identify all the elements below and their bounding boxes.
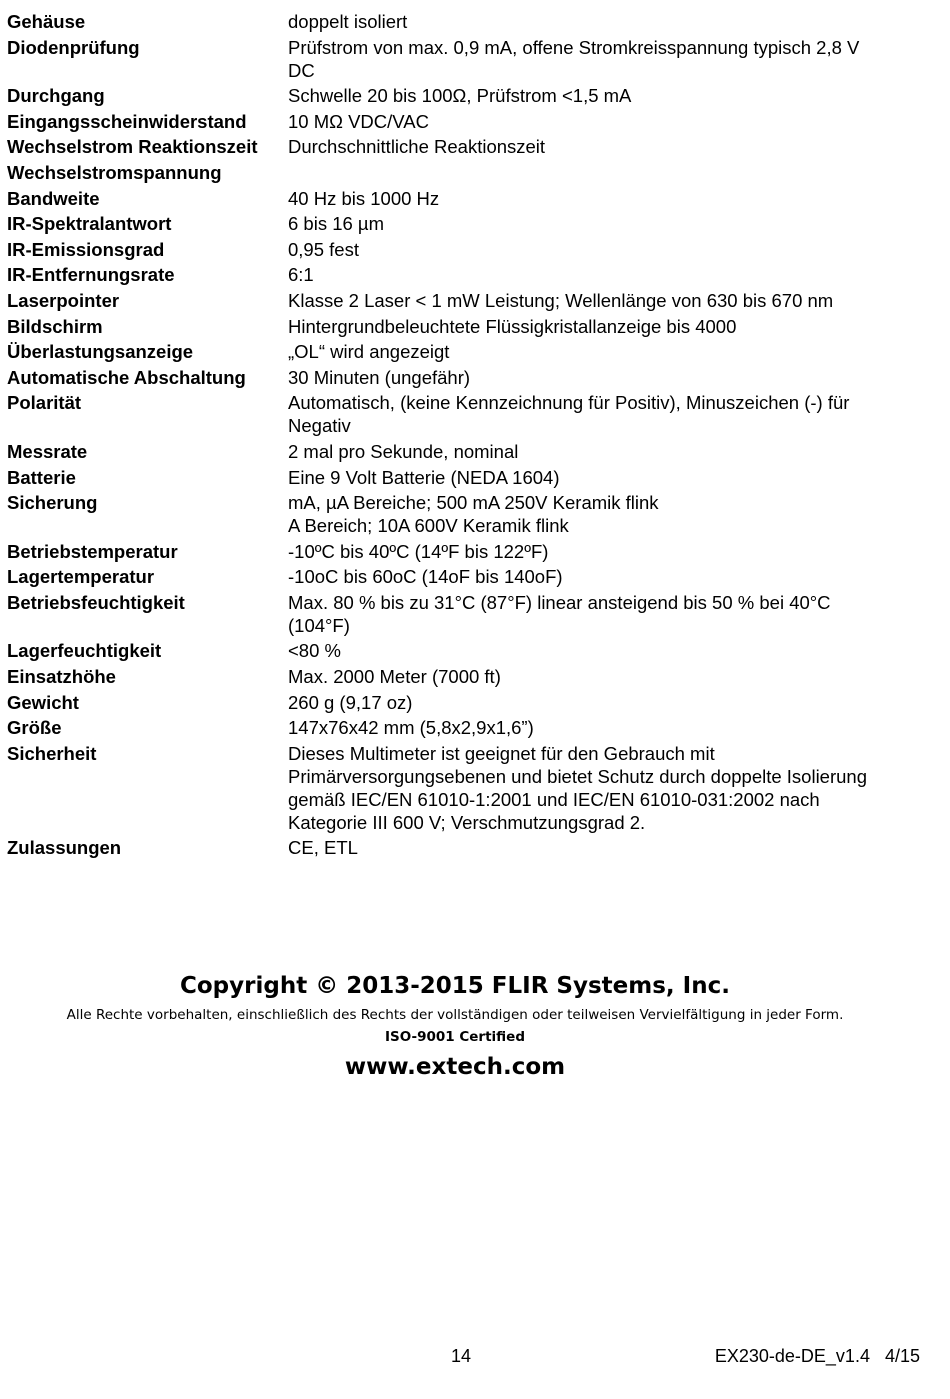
iso-certification: ISO-9001 Certified — [385, 1029, 525, 1045]
spec-row — [7, 691, 927, 714]
spec-label: Messrate — [7, 440, 88, 462]
spec-value-line: 40 Hz bis 1000 Hz — [288, 187, 440, 209]
spec-label: Gehäuse — [7, 11, 86, 32]
spec-value — [288, 639, 927, 662]
spec-value-line: Schwelle 20 bis 100Ω, Prüfstrom <1,5 mA — [288, 85, 632, 107]
copyright-footer — [0, 968, 910, 1086]
spec-row — [7, 665, 927, 688]
spec-label: Wechselstromspannung — [7, 161, 222, 183]
spec-value-line: Max. 2000 Meter (7000 ft) — [288, 666, 501, 688]
spec-label: Sicherung — [7, 492, 98, 514]
spec-value-line: Max. 80 % bis zu 31°C (87°F) linear ansteigend bis 50 % bei 40°C — [288, 591, 831, 613]
spec-label: IR-Emissionsgrad — [7, 238, 165, 260]
spec-label: IR-Entfernungsrate — [7, 264, 175, 286]
spec-row — [7, 84, 927, 107]
spec-value — [288, 366, 927, 389]
spec-value — [288, 263, 927, 286]
spec-value — [288, 491, 927, 537]
spec-value-line: Dieses Multimeter ist geeignet für den Gebrauch mit — [288, 742, 715, 764]
spec-label: Bildschirm — [7, 315, 103, 337]
spec-row — [7, 565, 927, 588]
spec-value-line: Hintergrundbeleuchtete Flüssigkristallanzeige bis 4000 — [288, 315, 737, 337]
spec-row — [7, 36, 927, 82]
spec-label: Durchgang — [7, 85, 105, 107]
specifications-table — [7, 10, 927, 862]
spec-value-line: Eine 9 Volt Batterie (NEDA 1604) — [288, 466, 560, 488]
spec-label: IR-Spektralantwort — [7, 213, 172, 235]
spec-label: Lagertemperatur — [7, 566, 155, 588]
spec-label: Betriebstemperatur — [7, 540, 178, 562]
spec-value — [288, 742, 927, 834]
spec-value-line: 0,95 fest — [288, 238, 359, 260]
spec-row — [7, 836, 927, 859]
spec-value-line: -10ºC bis 40ºC (14ºF bis 122ºF) — [288, 540, 549, 562]
spec-row — [7, 212, 927, 235]
spec-row — [7, 187, 927, 210]
spec-label: Wechselstrom Reaktionszeit — [7, 136, 258, 158]
spec-label: Überlastungsanzeige — [7, 341, 194, 363]
spec-value — [288, 10, 927, 33]
spec-value — [288, 691, 927, 714]
spec-value — [288, 289, 927, 312]
spec-value-line: Kategorie III 600 V; Verschmutzungsgrad 2. — [288, 811, 646, 833]
spec-value — [288, 466, 927, 489]
spec-label: Zulassungen — [7, 837, 122, 859]
spec-label: Laserpointer — [7, 289, 120, 311]
spec-value-line: 147x76x42 mm (5,8x2,9x1,6”) — [288, 717, 534, 739]
spec-value — [288, 340, 927, 363]
spec-label: Größe — [7, 717, 62, 739]
spec-value-line: 6:1 — [288, 264, 314, 286]
rights-reserved-text: Alle Rechte vorbehalten, einschließlich des Rechts der vollständigen oder teilweisen Vervielfältigung in jeder Form. — [66, 1007, 844, 1023]
spec-row — [7, 742, 927, 834]
spec-label: Automatische Abschaltung — [7, 366, 246, 388]
spec-label: Sicherheit — [7, 742, 97, 764]
spec-row — [7, 591, 927, 637]
spec-value — [288, 440, 927, 463]
document-id: EX230-de-DE_v1.4 4/15 — [714, 1346, 920, 1366]
spec-value-line — [288, 161, 927, 184]
spec-value — [288, 836, 927, 859]
spec-value — [288, 716, 927, 739]
spec-row — [7, 440, 927, 463]
spec-value-line: Klasse 2 Laser < 1 mW Leistung; Wellenlänge von 630 bis 670 nm — [288, 289, 834, 311]
spec-value-line: Automatisch, (keine Kennzeichnung für Positiv), Minuszeichen (-) für — [288, 392, 850, 414]
spec-value-line: Prüfstrom von max. 0,9 mA, offene Stromkreisspannung typisch 2,8 V — [288, 36, 860, 58]
spec-value-line: doppelt isoliert — [288, 11, 408, 32]
spec-label: Eingangsscheinwiderstand — [7, 110, 247, 132]
spec-value-line: CE, ETL — [288, 837, 358, 859]
spec-row — [7, 315, 927, 338]
spec-value-line: (104°F) — [288, 614, 350, 636]
spec-label: Bandweite — [7, 187, 100, 209]
spec-value — [288, 161, 927, 184]
spec-row — [7, 10, 927, 33]
spec-row — [7, 263, 927, 286]
spec-value — [288, 315, 927, 338]
spec-label: Einsatzhöhe — [7, 666, 116, 688]
spec-label: Betriebsfeuchtigkeit — [7, 591, 185, 613]
spec-row — [7, 639, 927, 662]
spec-label: Lagerfeuchtigkeit — [7, 640, 162, 662]
spec-row — [7, 491, 927, 537]
spec-value-line: -10oC bis 60oC (14oF bis 140oF) — [288, 566, 563, 588]
spec-label: Polarität — [7, 392, 82, 414]
spec-row — [7, 135, 927, 158]
spec-value-line: A Bereich; 10A 600V Keramik flink — [288, 515, 569, 537]
spec-value-line: 30 Minuten (ungefähr) — [288, 366, 471, 388]
spec-value-line: 2 mal pro Sekunde, nominal — [288, 440, 519, 462]
spec-value-line: 10 MΩ VDC/VAC — [288, 110, 429, 132]
spec-label: Gewicht — [7, 691, 79, 713]
spec-value — [288, 591, 927, 637]
spec-row — [7, 466, 927, 489]
spec-value-line: DC — [288, 59, 315, 81]
spec-row — [7, 540, 927, 563]
spec-row — [7, 391, 927, 437]
spec-value — [288, 212, 927, 235]
page-number: 14 — [451, 1346, 472, 1366]
website-url: www.extech.com — [344, 1054, 566, 1080]
spec-row — [7, 340, 927, 363]
spec-value-line: mA, µA Bereiche; 500 mA 250V Keramik flink — [288, 492, 659, 514]
spec-value — [288, 84, 927, 107]
spec-value-line: gemäß IEC/EN 61010-1:2001 und IEC/EN 61010-031:2002 nach — [288, 788, 820, 810]
spec-row — [7, 238, 927, 261]
spec-value-line: Durchschnittliche Reaktionszeit — [288, 136, 546, 158]
spec-value-line: 6 bis 16 µm — [288, 213, 385, 235]
copyright-notice: Copyright © 2013-2015 FLIR Systems, Inc. — [180, 973, 730, 999]
spec-value — [288, 238, 927, 261]
spec-row — [7, 110, 927, 133]
spec-value — [288, 665, 927, 688]
spec-row — [7, 716, 927, 739]
spec-value-line: <80 % — [288, 640, 341, 662]
spec-value — [288, 110, 927, 133]
spec-value-line: Negativ — [288, 415, 351, 437]
spec-value — [288, 391, 927, 437]
spec-row — [7, 366, 927, 389]
spec-value-line: „OL“ wird angezeigt — [288, 341, 450, 363]
spec-value-line: Primärversorgungsebenen und bietet Schutz durch doppelte Isolierung — [288, 765, 868, 787]
spec-value — [288, 187, 927, 210]
spec-value — [288, 135, 927, 158]
spec-row — [7, 289, 927, 312]
spec-value-line: 260 g (9,17 oz) — [288, 691, 413, 713]
spec-value — [288, 540, 927, 563]
spec-value — [288, 565, 927, 588]
spec-label: Diodenprüfung — [7, 36, 140, 58]
spec-value — [288, 36, 927, 82]
spec-label: Batterie — [7, 466, 76, 488]
spec-row — [7, 161, 927, 184]
